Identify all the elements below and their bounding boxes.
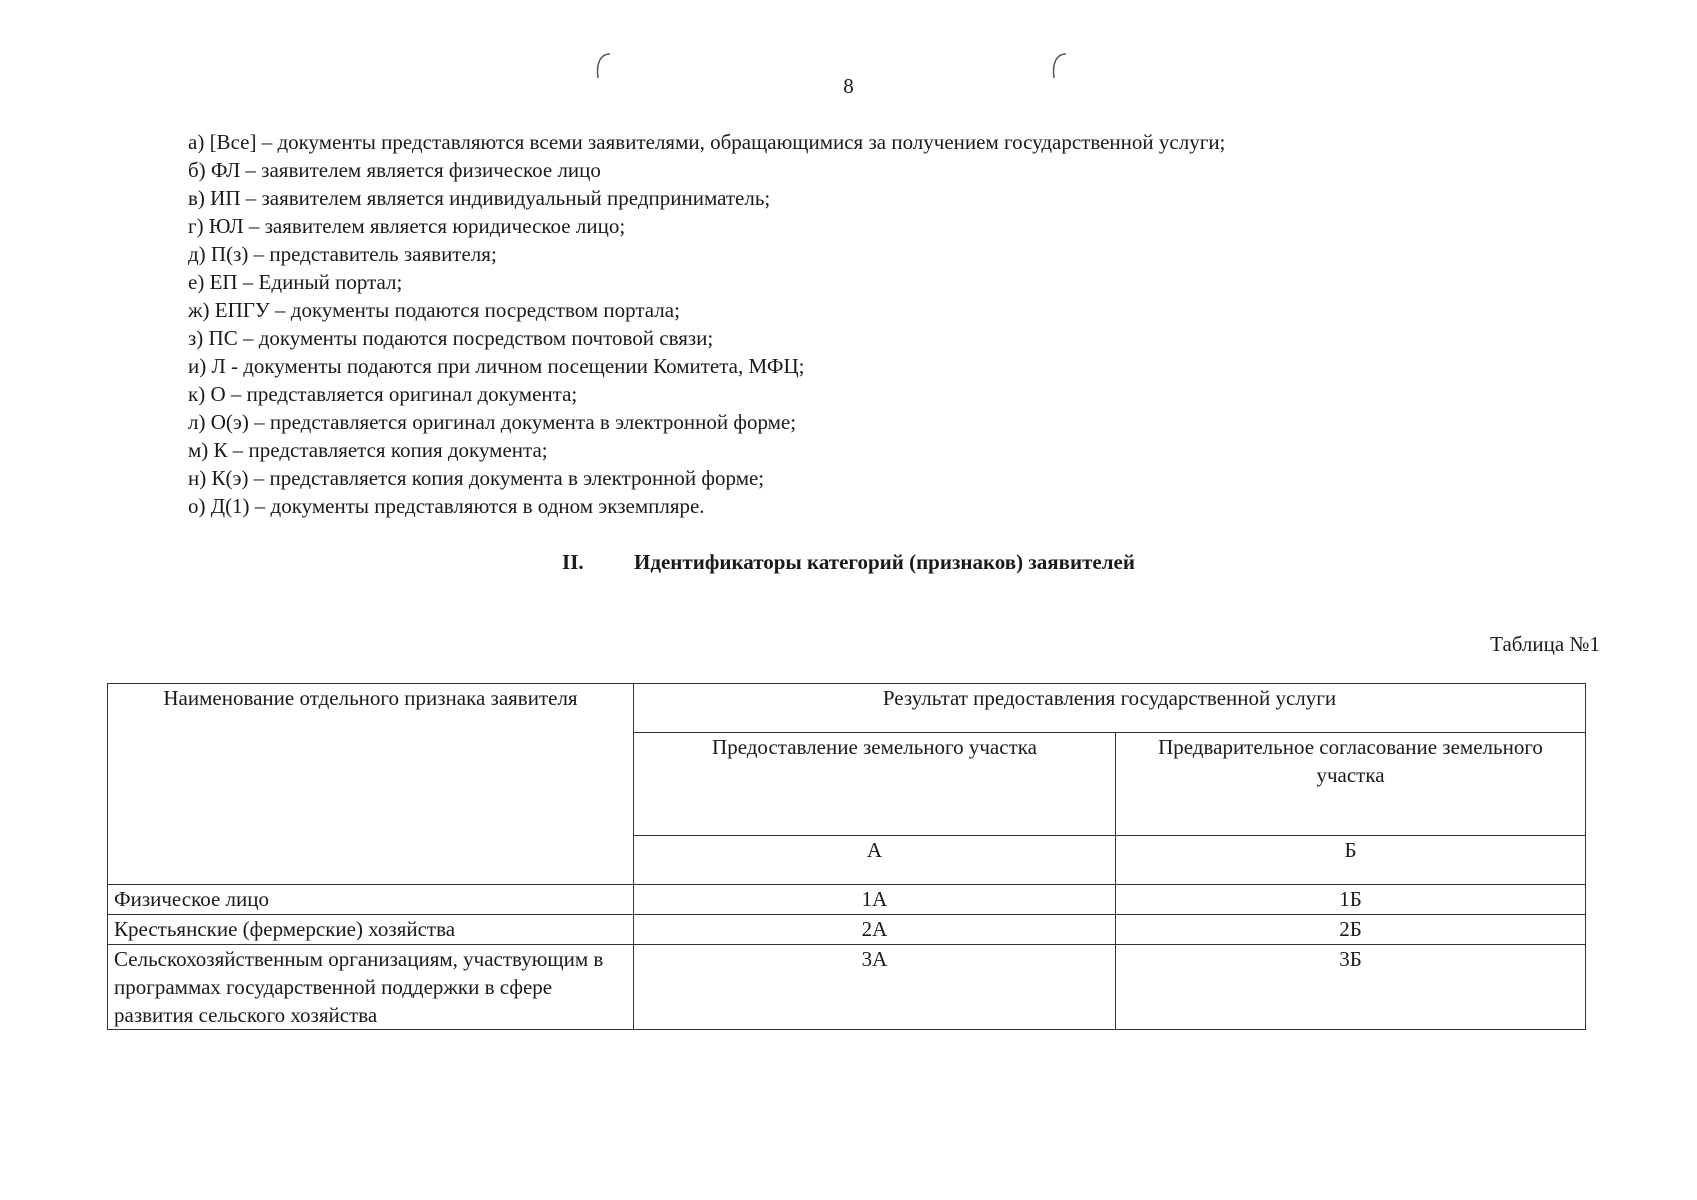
table-caption: Таблица №1 [1490, 632, 1600, 656]
legend-item: а) [Все] – документы представляются всеми заявителями, обращающимися за получением государственной услуги; [188, 130, 1226, 154]
row-label: Физическое лицо [108, 885, 634, 915]
legend-item: м) К – представляется копия документа; [188, 438, 548, 462]
table-row [108, 885, 1586, 915]
legend-item: з) ПС – документы подаются посредством почтовой связи; [188, 326, 714, 350]
section-title: Идентификаторы категорий (признаков) заявителей [634, 550, 1135, 574]
column-b-header: Предварительное согласование земельного участка [1116, 733, 1586, 836]
legend-item: н) К(э) – представляется копия документа в электронной форме; [188, 466, 765, 490]
applicant-identifiers-table [107, 683, 1586, 1030]
code-cell-a: 1А [634, 885, 1116, 915]
abbreviation-legend [188, 128, 1568, 520]
code-cell-a: 2А [634, 915, 1116, 945]
table-row [108, 915, 1586, 945]
legend-item: ж) ЕПГУ – документы подаются посредством портала; [188, 298, 680, 322]
code-cell-b: 3Б [1116, 945, 1586, 1030]
code-cell-b: 2Б [1116, 915, 1586, 945]
legend-item: к) О – представляется оригинал документа; [188, 382, 578, 406]
column-a-letter: А [634, 836, 1116, 885]
legend-item: л) О(э) – представляется оригинал документа в электронной форме; [188, 410, 797, 434]
legend-item: б) ФЛ – заявителем является физическое лицо [188, 158, 601, 182]
column-a-header: Предоставление земельного участка [634, 733, 1116, 836]
name-column-header: Наименование отдельного признака заявителя [108, 684, 634, 885]
legend-item: и) Л - документы подаются при личном посещении Комитета, МФЦ; [188, 354, 805, 378]
table-row [108, 945, 1586, 1030]
row-label: Крестьянские (фермерские) хозяйства [108, 915, 634, 945]
legend-item: е) ЕП – Единый портал; [188, 270, 403, 294]
legend-item: в) ИП – заявителем является индивидуальный предприниматель; [188, 186, 771, 210]
legend-item: д) П(з) – представитель заявителя; [188, 242, 497, 266]
legend-item: о) Д(1) – документы представляются в одном экземпляре. [188, 494, 705, 518]
legend-item: г) ЮЛ – заявителем является юридическое лицо; [188, 214, 626, 238]
row-label: Сельскохозяйственным организациям, участвующим в программах государственной поддержки в сфере развития сельского хозяйства [108, 945, 634, 1030]
column-b-letter: Б [1116, 836, 1586, 885]
code-cell-b: 1Б [1116, 885, 1586, 915]
section-number: II. [562, 550, 584, 574]
page-number: 8 [843, 74, 854, 98]
section-heading [0, 550, 1697, 575]
result-group-header: Результат предоставления государственной услуги [634, 684, 1586, 733]
code-cell-a: 3А [634, 945, 1116, 1030]
table-header-row [108, 684, 1586, 733]
